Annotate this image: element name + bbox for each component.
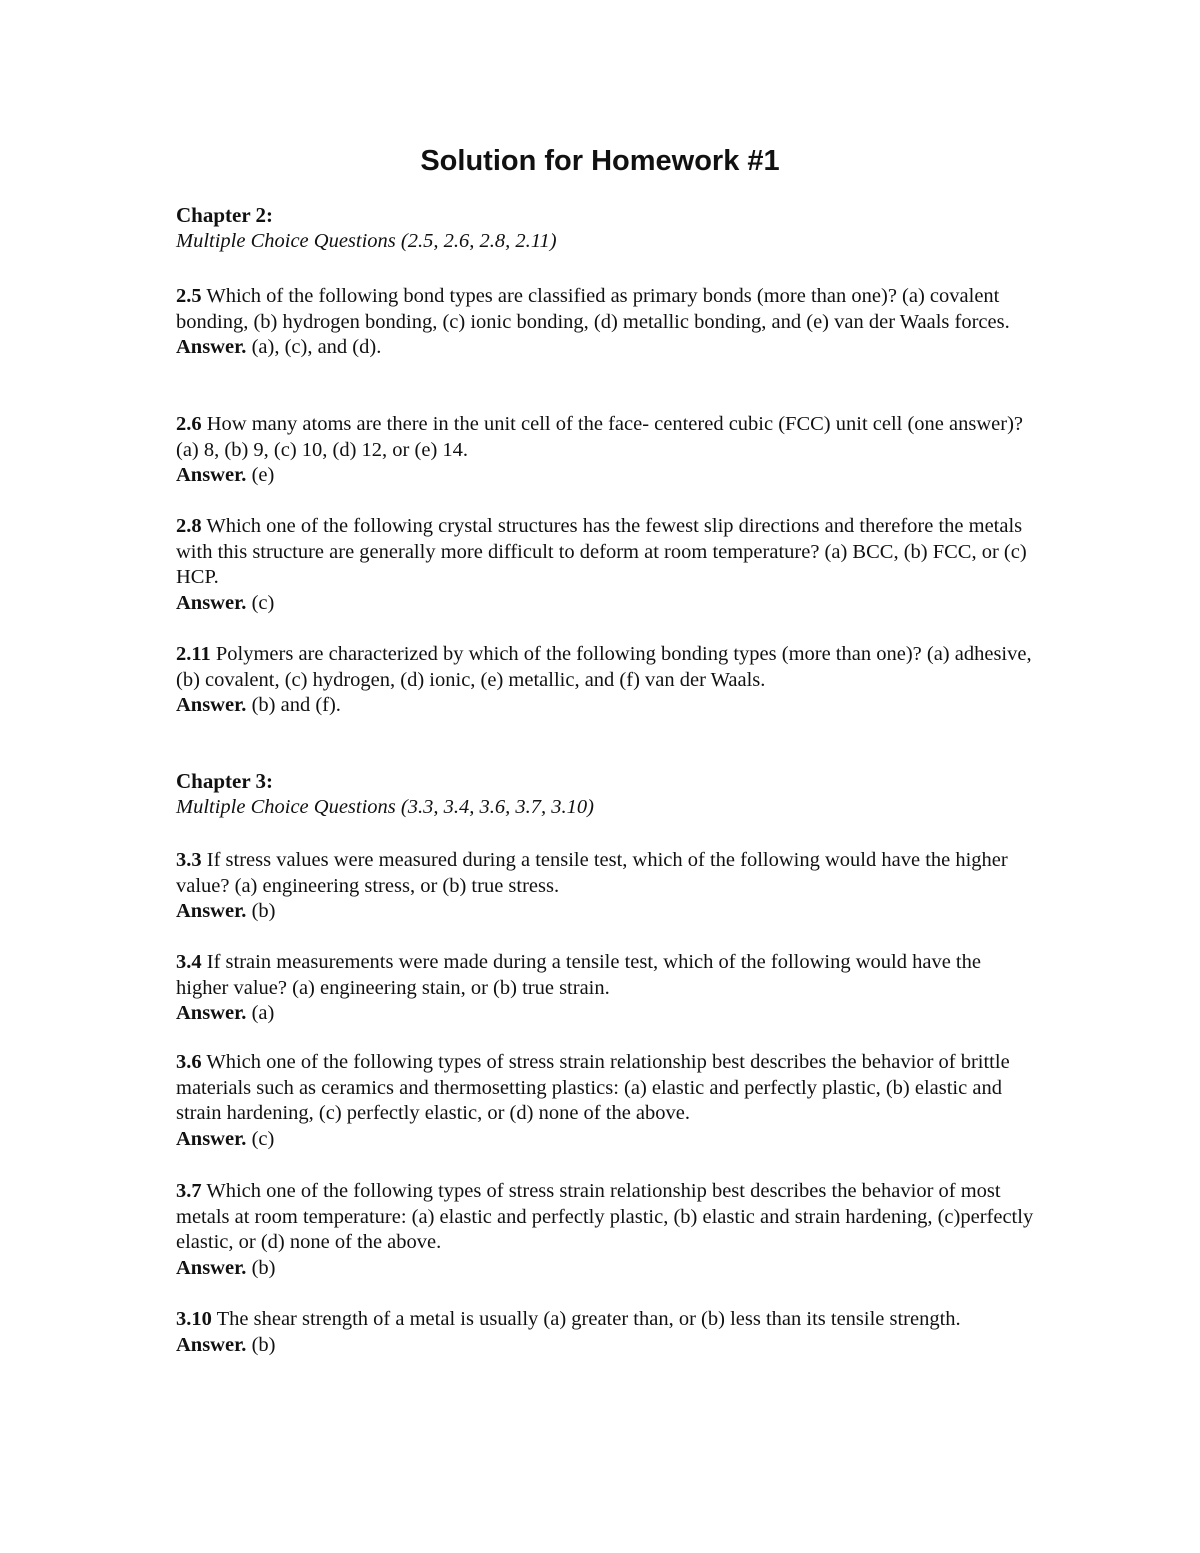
- page-title: Solution for Homework #1: [420, 145, 780, 177]
- chapter-2-header: [176, 203, 1036, 254]
- question-text: [176, 848, 1036, 899]
- answer-line: [176, 899, 1036, 925]
- question-number: 3.6: [176, 1051, 202, 1073]
- question-number: 2.8: [176, 515, 202, 537]
- question-body: Which one of the following types of stress strain relationship best describes the behavior of brittle materials such as ceramics and thermosetting plastics: (a) elastic and perfectly plastic, (b) elastic and strain hardening, (c) perfectly elastic, or (d) none of the above.: [176, 1051, 1010, 1124]
- answer-value: (b): [251, 1333, 276, 1356]
- answer-value: (a), (c), and (d).: [251, 336, 382, 358]
- question-2-8: [176, 514, 1036, 616]
- answer-label: Answer.: [176, 900, 247, 922]
- answer-label: Answer.: [176, 1333, 247, 1356]
- question-number: 3.4: [176, 951, 202, 973]
- answer-line: [176, 1127, 1036, 1153]
- question-number: 2.11: [176, 643, 211, 665]
- answer-line: [176, 463, 1036, 489]
- question-3-3: [176, 848, 1036, 925]
- answer-label: Answer.: [176, 1127, 247, 1150]
- question-text: [176, 1179, 1036, 1256]
- answer-value: (b): [251, 1256, 276, 1279]
- question-3-6: [176, 1050, 1036, 1152]
- answer-value: (b) and (f).: [251, 694, 341, 716]
- answer-line: [176, 1001, 1036, 1027]
- answer-value: (b): [251, 900, 276, 922]
- question-text: [176, 412, 1036, 463]
- question-body: Which of the following bond types are classified as primary bonds (more than one)? (a) covalent bonding, (b) hydrogen bonding, (c) ionic bonding, (d) metallic bonding, and (e) van der Waals forces.: [176, 285, 1010, 333]
- question-number: 3.3: [176, 849, 202, 871]
- answer-label: Answer.: [176, 336, 247, 358]
- answer-value: (e): [251, 464, 275, 486]
- chapter-3-header: [176, 769, 1036, 820]
- answer-label: Answer.: [176, 464, 247, 486]
- question-number: 3.10: [176, 1308, 212, 1330]
- question-body: If strain measurements were made during a tensile test, which of the following would have the higher value? (a) engineering stain, or (b) true strain.: [176, 951, 981, 999]
- question-2-11: [176, 642, 1036, 719]
- question-text: [176, 950, 1036, 1001]
- answer-line: [176, 693, 1036, 719]
- answer-line: [176, 335, 1036, 361]
- question-text: [176, 514, 1036, 591]
- question-3-7: [176, 1179, 1036, 1281]
- question-body: The shear strength of a metal is usually (a) greater than, or (b) less than its tensile strength.: [216, 1308, 961, 1330]
- answer-label: Answer.: [176, 694, 247, 716]
- answer-line: [176, 1256, 1036, 1282]
- question-body: Polymers are characterized by which of the following bonding types (more than one)? (a) adhesive, (b) covalent, (c) hydrogen, (d) ionic, (e) metallic, and (f) van der Waals.: [176, 643, 1032, 691]
- question-body: If stress values were measured during a tensile test, which of the following would have the higher value? (a) engineering stress, or (b) true stress.: [176, 849, 1008, 897]
- answer-value: (a): [251, 1002, 275, 1024]
- question-number: 2.5: [176, 285, 202, 307]
- question-text: [176, 1307, 1036, 1333]
- question-body: How many atoms are there in the unit cell of the face- centered cubic (FCC) unit cell (one answer)? (a) 8, (b) 9, (c) 10, (d) 12, or (e) 14.: [176, 413, 1024, 461]
- answer-label: Answer.: [176, 1002, 247, 1024]
- question-3-10: [176, 1307, 1036, 1358]
- chapter-subtitle: Multiple Choice Questions (3.3, 3.4, 3.6, 3.7, 3.10): [176, 795, 594, 818]
- question-number: 3.7: [176, 1180, 202, 1202]
- chapter-subtitle: Multiple Choice Questions (2.5, 2.6, 2.8, 2.11): [176, 229, 557, 252]
- chapter-heading: Chapter 2:: [176, 203, 274, 227]
- answer-value: (c): [251, 591, 275, 614]
- question-text: [176, 284, 1036, 335]
- question-body: Which one of the following types of stress strain relationship best describes the behavior of most metals at room temperature: (a) elastic and perfectly plastic, (b) elastic and strain hardening, (c)perfectly elastic, or (d) none of the above.: [176, 1180, 1034, 1253]
- question-3-4: [176, 950, 1036, 1027]
- answer-line: [176, 591, 1036, 617]
- answer-label: Answer.: [176, 591, 247, 614]
- question-text: [176, 1050, 1036, 1127]
- answer-line: [176, 1333, 1036, 1359]
- answer-value: (c): [251, 1127, 275, 1150]
- question-2-6: [176, 412, 1036, 489]
- chapter-heading: Chapter 3:: [176, 769, 274, 793]
- answer-label: Answer.: [176, 1256, 247, 1279]
- question-number: 2.6: [176, 413, 202, 435]
- question-body: Which one of the following crystal structures has the fewest slip directions and therefore the metals with this structure are generally more difficult to deform at room temperature? (a) BCC, (b) FCC, or (c) HCP.: [176, 515, 1027, 588]
- question-text: [176, 642, 1036, 693]
- question-2-5: [176, 284, 1036, 361]
